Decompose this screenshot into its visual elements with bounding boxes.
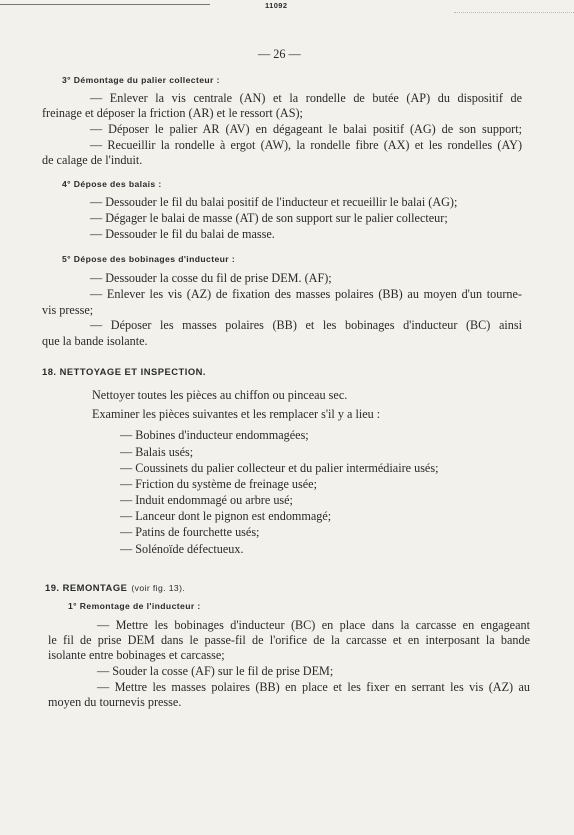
section-19-heading: 19. REMONTAGE	[45, 582, 128, 593]
top-rule	[0, 4, 210, 5]
section-4-line-1: — Dessouder le fil du balai positif de l'inducteur et recueillir le balai (AG);	[90, 195, 458, 209]
section-5-line-3: vis presse;	[42, 303, 94, 317]
section-19-subheading: 1° Remontage de l'inducteur :	[68, 601, 201, 611]
section-19-line-5: — Mettre les masses polaires (BB) en place et les fixer en serrant les vis (AZ) au	[97, 680, 530, 694]
section-19-heading-row	[45, 578, 185, 596]
section-3-heading: 3° Démontage du palier collecteur :	[62, 75, 220, 85]
section-18-paragraph-1: Nettoyer toutes les pièces au chiffon ou pinceau sec.	[92, 388, 348, 402]
list-item: — Lanceur dont le pignon est endommagé;	[120, 509, 332, 523]
section-19-line-1: — Mettre les bobinages d'inducteur (BC) en place dans la carcasse en engageant	[97, 618, 530, 632]
list-item: — Induit endommagé ou arbre usé;	[120, 493, 293, 507]
doc-number: 11092	[265, 1, 288, 10]
list-item: — Solénoïde défectueux.	[120, 542, 244, 556]
section-19-line-3: isolante entre bobinages et carcasse;	[48, 648, 225, 662]
section-5-line-2: — Enlever les vis (AZ) de fixation des masses polaires (BB) au moyen d'un tourne-	[90, 287, 522, 301]
section-5-line-5: que la bande isolante.	[42, 334, 148, 348]
section-3-line-1: — Enlever la vis centrale (AN) et la rondelle de butée (AP) du dispositif de	[90, 91, 522, 105]
section-19-line-2: le fil de prise DEM dans le passe-fil de l'orifice de la carcasse et en interposant la bande	[48, 633, 530, 647]
list-item: — Balais usés;	[120, 445, 194, 459]
top-rule-right	[454, 12, 574, 13]
section-5-heading: 5° Dépose des bobinages d'inducteur :	[62, 254, 236, 264]
section-3-line-5: de calage de l'induit.	[42, 153, 143, 167]
section-5-line-4: — Déposer les masses polaires (BB) et les bobinages d'inducteur (BC) ainsi	[90, 318, 522, 332]
section-3-line-4: — Recueillir la rondelle à ergot (AW), la rondelle fibre (AX) et les rondelles (AY)	[90, 138, 522, 152]
section-19-figure-reference: (voir fig. 13).	[131, 583, 186, 593]
list-item: — Friction du système de freinage usée;	[120, 477, 317, 491]
section-4-line-3: — Dessouder le fil du balai de masse.	[90, 227, 275, 241]
section-5-line-1: — Dessouder la cosse du fil de prise DEM. (AF);	[90, 271, 332, 285]
section-3-line-2: freinage et déposer la friction (AR) et le ressort (AS);	[42, 106, 303, 120]
section-18-heading: 18. NETTOYAGE ET INSPECTION.	[42, 366, 207, 377]
section-18-paragraph-2: Examiner les pièces suivantes et les remplacer s'il y a lieu :	[92, 407, 381, 421]
list-item: — Bobines d'inducteur endommagées;	[120, 428, 309, 442]
section-19-line-4: — Souder la cosse (AF) sur le fil de prise DEM;	[97, 664, 334, 678]
section-4-heading: 4° Dépose des balais :	[62, 179, 162, 189]
list-item: — Coussinets du palier collecteur et du palier intermédiaire usés;	[120, 461, 439, 475]
section-19-line-6: moyen du tournevis presse.	[48, 695, 182, 709]
section-4-line-2: — Dégager le balai de masse (AT) de son support sur le palier collecteur;	[90, 211, 448, 225]
section-3-line-3: — Déposer le palier AR (AV) en dégageant le balai positif (AG) de son support;	[90, 122, 522, 136]
page-number: — 26 —	[258, 47, 301, 61]
list-item: — Patins de fourchette usés;	[120, 525, 260, 539]
